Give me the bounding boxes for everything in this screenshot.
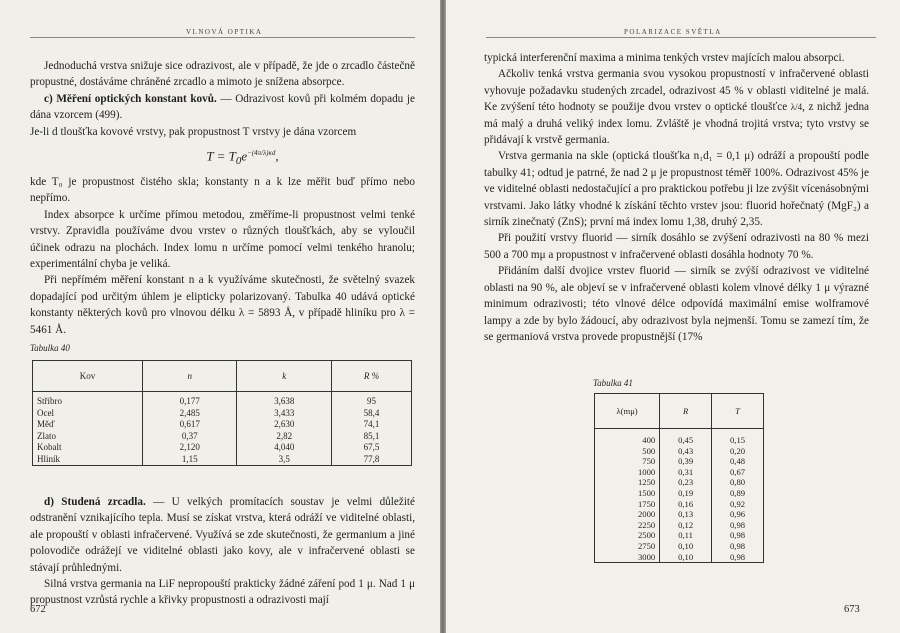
column-header: n	[142, 361, 237, 392]
table-cell: 0,31	[660, 467, 712, 478]
table-cell: 0,45	[660, 429, 712, 446]
table-cell: 0,98	[712, 541, 764, 552]
column-header: Kov	[33, 361, 143, 392]
table-row	[595, 520, 764, 531]
paragraph: — Odrazivost kovů při kolmém dopadu je dána vzorcem (499).	[30, 92, 415, 122]
table-row	[595, 429, 764, 446]
table-cell: Měď	[33, 419, 143, 431]
table-cell: 2750	[595, 541, 660, 552]
table-row	[595, 509, 764, 520]
paragraph: Přidáním další dvojice vrstev fluorid — sirník se zvýší odrazivost ve viditelné oblasti na 90 %, ale objeví se v infračervené oblasti kolem vlnové délky 1 μ výrazné minimum odrazivosti; této vlnové délce odpovídá maximální emise wolframové lampy a zde by bylo žádoucí, aby odrazivost byla nejmenší. Tomu se zamezí tím, že se germaniová vrstva provede propustnější (17%	[484, 265, 869, 343]
table-cell: 0,10	[660, 541, 712, 552]
table-cell: 1250	[595, 477, 660, 488]
table-cell: Ocel	[33, 408, 143, 420]
table-cell: 74,1	[332, 419, 412, 431]
formula: $T = T_0e^{-(4\pi/\lambda)\kappa d}$,	[206, 148, 279, 167]
table-row	[595, 456, 764, 467]
table-cell: 0,19	[660, 488, 712, 499]
table-row	[595, 477, 764, 488]
column-header: R %	[332, 361, 412, 392]
table-cell: Kobalt	[33, 442, 143, 454]
table-cell: 0,48	[712, 456, 764, 467]
table-cell: 0,12	[660, 520, 712, 531]
table-row	[33, 392, 412, 408]
paragraph: typická interferenční maxima a minima tenkých vrstev majících malou absorpci.	[484, 52, 845, 64]
table-cell: 3,5	[237, 454, 332, 466]
table-row	[595, 467, 764, 478]
left-page	[0, 0, 440, 633]
table-header-row	[595, 394, 764, 429]
table-cell: 1750	[595, 499, 660, 510]
table-cell: 0,15	[712, 429, 764, 446]
table-cell: 0,16	[660, 499, 712, 510]
table-cell: 2250	[595, 520, 660, 531]
table-cell: 0,98	[712, 520, 764, 531]
table-cell: 0,10	[660, 552, 712, 563]
table-cell: 750	[595, 456, 660, 467]
column-header: R	[660, 394, 712, 429]
table-cell: 2,120	[142, 442, 237, 454]
table-cell: 4,040	[237, 442, 332, 454]
table-cell: 0,67	[712, 467, 764, 478]
paragraph: kde T₀ je propustnost čistého skla; konstanty n a k lze měřit buď přímo nebo nepřímo.	[30, 175, 415, 205]
table-41-caption: Tabulka 41	[593, 378, 633, 388]
page-number-right: 673	[844, 604, 860, 615]
table-cell: 2,82	[237, 431, 332, 443]
table-row	[595, 499, 764, 510]
table-cell: 2,630	[237, 419, 332, 431]
table-row	[595, 446, 764, 457]
page-number-left: 672	[30, 604, 46, 615]
table-cell: 1000	[595, 467, 660, 478]
section-heading-c: c) Měření optických konstant kovů.	[44, 92, 217, 105]
table-cell: Stříbro	[33, 392, 143, 408]
table-row	[33, 408, 412, 420]
fraction-lambda-quarter: λ/4	[790, 102, 803, 113]
paragraph: Při použití vrstvy fluorid — sirník dosáhlo se zvýšení odrazivosti na 80 % mezi 500 a 700 mμ a propustnost v infračervené oblasti dosáhla hodnoty 70 %.	[484, 232, 869, 261]
table-row	[33, 442, 412, 454]
table-cell: 0,13	[660, 509, 712, 520]
table-cell: 77,8	[332, 454, 412, 466]
paragraph: Vrstva germania na skle (optická tloušťka n₁d₁ = 0,1 μ) odráží a propouští podle tabulky 41; odtud je patrné, že nad 2 μ je propustnost téměř 100%. Odrazivost 45% je ve viditelné oblasti nedostačující a pro praktickou potřebu ji lze zvýšit vícenásobnými vrstvami. Jako látky vhodné k získání těchto vrstev jsou: fluorid hořečnatý (MgF₂) a sirník zinečnatý (ZnS); první má index lomu 1,38, druhý 2,35.	[484, 150, 869, 229]
table-40	[32, 360, 412, 466]
table-cell: 0,98	[712, 530, 764, 541]
table-row	[33, 419, 412, 431]
table-cell: 0,43	[660, 446, 712, 457]
table-row	[595, 552, 764, 563]
column-header: λ(mμ)	[595, 394, 660, 429]
paragraph: Ačkoliv tenká vrstva germania svou vysokou propustností v infračervené oblasti vyhovuje požadavku studených zrcadel, odrazivost 45 % v oblasti viditelné je malá. Ke zvýšení této hodnoty se použije dvou vrstev o optické tloušťce λ/4, z nichž jedna má malý a druhá veliký index lomu. Zvláště je vhodná trojitá vrstva; tyto vrstvy se přidávají k vrstvě germania.	[484, 68, 870, 147]
table-row	[595, 488, 764, 499]
paragraph: Při nepřímém měření konstant n a k využíváme skutečnosti, že světelný svazek dopadající pod určitým úhlem je elipticky polarizovaný. Tabulka 40 udává optické konstanty některých kovů pro vlnovou délku λ = 5893 Å, v případě hliníku pro λ = 5461 Å.	[30, 274, 415, 336]
table-cell: 0,80	[712, 477, 764, 488]
table-cell: 3,638	[237, 392, 332, 408]
paragraph: Index absorpce k určíme přímou metodou, změříme-li propustnost velmi tenké vrstvy. Zpravidla používáme dvou vrstev o různých tloušťkách, aby se vyloučil účinek odrazu na plochách. Index lomu n určíme pomocí velmi tenkého hranolu; experimentální chyba je veliká.	[30, 208, 415, 270]
table-cell: 95	[332, 392, 412, 408]
left-text-top	[30, 58, 415, 338]
table-cell: 1500	[595, 488, 660, 499]
table-cell: 2,485	[142, 408, 237, 420]
table-cell: 0,177	[142, 392, 237, 408]
table-cell: 0,23	[660, 477, 712, 488]
table-40-caption: Tabulka 40	[30, 343, 70, 353]
table-cell: 0,20	[712, 446, 764, 457]
right-page	[446, 0, 900, 633]
paragraph: — U velkých promítacích soustav je velmi důležité odstranění vznikajícího tepla. Musí se získat vrstva, která odráží ve viditelné oblasti, ale propouští v oblasti infračervené. Využívá se zde skutečnosti, že germanium a jiné polovodiče odrážejí ve viditelné oblasti jako kovy, ale v infračervené oblasti se stávají průhlednými.	[30, 496, 415, 574]
paragraph: Jednoduchá vrstva snižuje sice odrazivost, ale v případě, že jde o zrcadlo částečně propustné, dostáváme chráněné zrcadlo a mimoto je snížena absorpce.	[30, 60, 415, 89]
running-head-left: VLNOVÁ OPTIKA	[186, 28, 263, 36]
table-41	[594, 393, 764, 563]
paragraph: Je-li d tloušťka kovové vrstvy, pak propustnost T vrstvy je dána vzorcem	[30, 125, 357, 138]
table-cell: 0,617	[142, 419, 237, 431]
right-text	[484, 50, 869, 345]
table-cell: 0,92	[712, 499, 764, 510]
column-header: k	[237, 361, 332, 392]
table-cell: 58,4	[332, 408, 412, 420]
table-cell: 3,433	[237, 408, 332, 420]
table-cell: Zlato	[33, 431, 143, 443]
table-cell: 0,98	[712, 552, 764, 563]
table-header-row	[33, 361, 412, 392]
table-row	[33, 431, 412, 443]
table-row	[33, 454, 412, 466]
table-cell: 1,15	[142, 454, 237, 466]
section-heading-d: d) Studená zrcadla.	[44, 496, 146, 508]
table-cell: 0,37	[142, 431, 237, 443]
paragraph: Silná vrstva germania na LiF nepropouští prakticky žádné záření pod 1 μ. Nad 1 μ propustnost vzrůstá rychle a křivky propustnosti a odrazivosti mají	[30, 578, 415, 607]
header-rule-right	[486, 37, 876, 38]
table-cell: 3000	[595, 552, 660, 563]
table-cell: 500	[595, 446, 660, 457]
table-cell: 2500	[595, 530, 660, 541]
left-text-bottom	[30, 494, 415, 609]
table-cell: 2000	[595, 509, 660, 520]
table-row	[595, 530, 764, 541]
table-cell: 0,11	[660, 530, 712, 541]
table-cell: 0,39	[660, 456, 712, 467]
table-cell: Hliník	[33, 454, 143, 466]
table-cell: 67,5	[332, 442, 412, 454]
table-row	[595, 541, 764, 552]
table-cell: 85,1	[332, 431, 412, 443]
table-cell: 0,89	[712, 488, 764, 499]
running-head-right: POLARIZACE SVĚTLA	[624, 28, 722, 36]
column-header: T	[712, 394, 764, 429]
table-cell: 0,96	[712, 509, 764, 520]
table-cell: 400	[595, 429, 660, 446]
header-rule-left	[30, 37, 415, 38]
